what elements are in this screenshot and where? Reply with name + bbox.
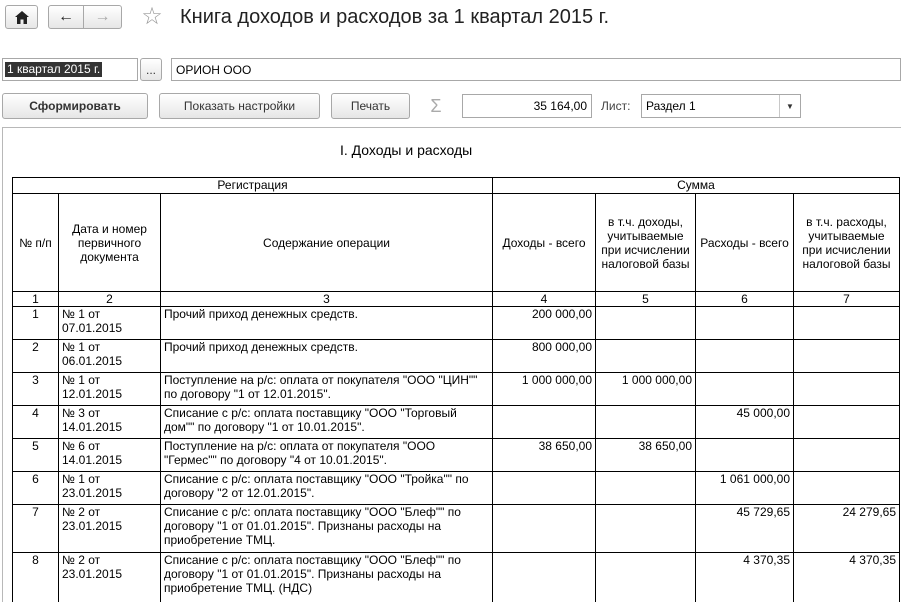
group-header-row bbox=[13, 178, 900, 194]
table-row bbox=[13, 505, 900, 553]
row-income-tax bbox=[596, 553, 696, 602]
page-title: Книга доходов и расходов за 1 квартал 2015 г. bbox=[180, 6, 610, 28]
column-header: № п/п bbox=[13, 194, 59, 292]
show-settings-button[interactable]: Показать настройки bbox=[159, 93, 320, 119]
row-income-tax: 1 000 000,00 bbox=[596, 373, 696, 406]
row-income-tax bbox=[596, 307, 696, 340]
column-number: 4 bbox=[493, 292, 596, 307]
row-number: 6 bbox=[13, 472, 59, 505]
home-button[interactable] bbox=[5, 5, 38, 29]
ledger-table bbox=[12, 177, 900, 602]
back-button[interactable] bbox=[48, 5, 84, 29]
row-income: 800 000,00 bbox=[493, 340, 596, 373]
row-number: 3 bbox=[13, 373, 59, 406]
generate-button[interactable]: Сформировать bbox=[2, 93, 148, 119]
row-income-tax bbox=[596, 472, 696, 505]
favorite-button[interactable] bbox=[138, 4, 166, 30]
period-value: 1 квартал 2015 г. bbox=[7, 62, 101, 76]
row-content: Поступление на р/с: оплата от покупателя "ООО "ЦИН"" по договору "1 от 12.01.2015". bbox=[161, 373, 493, 406]
column-header: в т.ч. расходы, учитываемые при исчислении налоговой базы bbox=[794, 194, 900, 292]
row-number: 7 bbox=[13, 505, 59, 553]
row-expense-tax bbox=[794, 307, 900, 340]
row-number: 4 bbox=[13, 406, 59, 439]
table-row bbox=[13, 307, 900, 340]
row-document: № 2 от 23.01.2015 bbox=[59, 553, 161, 602]
row-expense: 45 000,00 bbox=[696, 406, 794, 439]
row-content: Списание с р/с: оплата поставщику "ООО "Блеф"" по договору "1 от 01.01.2015". Признаны расходы на приобретение ТМЦ. bbox=[161, 505, 493, 553]
star-icon: ☆ bbox=[141, 3, 163, 30]
row-content: Списание с р/с: оплата поставщику "ООО "Блеф"" по договору "1 от 01.01.2015". Признаны расходы на приобретение ТМЦ. (НДС) bbox=[161, 553, 493, 602]
row-expense-tax bbox=[794, 340, 900, 373]
row-content: Поступление на р/с: оплата от покупателя "ООО "Гермес"" по договору "4 от 10.01.2015". bbox=[161, 439, 493, 472]
row-content: Списание с р/с: оплата поставщику "ООО "Тройка"" по договору "2 от 12.01.2015". bbox=[161, 472, 493, 505]
row-number: 5 bbox=[13, 439, 59, 472]
row-expense bbox=[696, 373, 794, 406]
row-document: № 1 от 06.01.2015 bbox=[59, 340, 161, 373]
column-number: 7 bbox=[794, 292, 900, 307]
period-field[interactable] bbox=[2, 58, 138, 81]
row-number: 8 bbox=[13, 553, 59, 602]
row-income-tax bbox=[596, 340, 696, 373]
row-income: 1 000 000,00 bbox=[493, 373, 596, 406]
row-document: № 3 от 14.01.2015 bbox=[59, 406, 161, 439]
group-header-registration: Регистрация bbox=[13, 178, 493, 194]
row-expense: 45 729,65 bbox=[696, 505, 794, 553]
column-header: Содержание операции bbox=[161, 194, 493, 292]
row-income: 38 650,00 bbox=[493, 439, 596, 472]
row-income bbox=[493, 472, 596, 505]
row-income bbox=[493, 553, 596, 602]
row-expense: 1 061 000,00 bbox=[696, 472, 794, 505]
column-header: Доходы - всего bbox=[493, 194, 596, 292]
chevron-down-icon[interactable]: ▼ bbox=[779, 95, 800, 117]
back-arrow-icon: ← bbox=[58, 8, 74, 25]
column-header-row bbox=[13, 194, 900, 292]
organization-field[interactable]: ОРИОН ООО bbox=[171, 58, 901, 81]
row-document: № 1 от 12.01.2015 bbox=[59, 373, 161, 406]
row-income-tax: 38 650,00 bbox=[596, 439, 696, 472]
table-row bbox=[13, 373, 900, 406]
row-expense bbox=[696, 340, 794, 373]
row-expense-tax: 4 370,35 bbox=[794, 553, 900, 602]
column-header: Расходы - всего bbox=[696, 194, 794, 292]
row-expense bbox=[696, 439, 794, 472]
row-content: Списание с р/с: оплата поставщику "ООО "Торговый дом"" по договору "1 от 10.01.2015". bbox=[161, 406, 493, 439]
row-document: № 1 от 07.01.2015 bbox=[59, 307, 161, 340]
row-document: № 6 от 14.01.2015 bbox=[59, 439, 161, 472]
sheet-select-value: Раздел 1 bbox=[646, 99, 696, 113]
column-number: 3 bbox=[161, 292, 493, 307]
row-content: Прочий приход денежных средств. bbox=[161, 340, 493, 373]
print-button[interactable]: Печать bbox=[331, 93, 410, 119]
row-income bbox=[493, 505, 596, 553]
table-row bbox=[13, 439, 900, 472]
row-expense bbox=[696, 307, 794, 340]
table-row bbox=[13, 553, 900, 602]
home-icon bbox=[15, 11, 29, 24]
column-number: 1 bbox=[13, 292, 59, 307]
row-expense-tax: 24 279,65 bbox=[794, 505, 900, 553]
row-number: 1 bbox=[13, 307, 59, 340]
row-expense-tax bbox=[794, 472, 900, 505]
row-document: № 2 от 23.01.2015 bbox=[59, 505, 161, 553]
sheet-select[interactable] bbox=[641, 94, 801, 118]
row-expense-tax bbox=[794, 373, 900, 406]
period-select-button[interactable]: ... bbox=[140, 58, 162, 81]
row-expense-tax bbox=[794, 406, 900, 439]
forward-arrow-icon: → bbox=[94, 8, 111, 25]
sum-value-field: 35 164,00 bbox=[462, 94, 592, 118]
column-number-row bbox=[13, 292, 900, 307]
table-row bbox=[13, 340, 900, 373]
table-row bbox=[13, 406, 900, 439]
column-number: 6 bbox=[696, 292, 794, 307]
table-row bbox=[13, 472, 900, 505]
row-income-tax bbox=[596, 505, 696, 553]
row-income-tax bbox=[596, 406, 696, 439]
report-sheet bbox=[2, 127, 901, 602]
section-title: I. Доходы и расходы bbox=[340, 142, 473, 158]
group-header-sum: Сумма bbox=[493, 178, 900, 194]
column-number: 2 bbox=[59, 292, 161, 307]
row-expense: 4 370,35 bbox=[696, 553, 794, 602]
forward-button[interactable] bbox=[83, 5, 122, 29]
row-income: 200 000,00 bbox=[493, 307, 596, 340]
row-content: Прочий приход денежных средств. bbox=[161, 307, 493, 340]
row-document: № 1 от 23.01.2015 bbox=[59, 472, 161, 505]
column-number: 5 bbox=[596, 292, 696, 307]
sum-icon[interactable]: Σ bbox=[430, 95, 442, 116]
row-income bbox=[493, 406, 596, 439]
column-header: Дата и номер первичного документа bbox=[59, 194, 161, 292]
row-expense-tax bbox=[794, 439, 900, 472]
column-header: в т.ч. доходы, учитываемые при исчислении налоговой базы bbox=[596, 194, 696, 292]
row-number: 2 bbox=[13, 340, 59, 373]
sheet-label: Лист: bbox=[601, 99, 631, 113]
